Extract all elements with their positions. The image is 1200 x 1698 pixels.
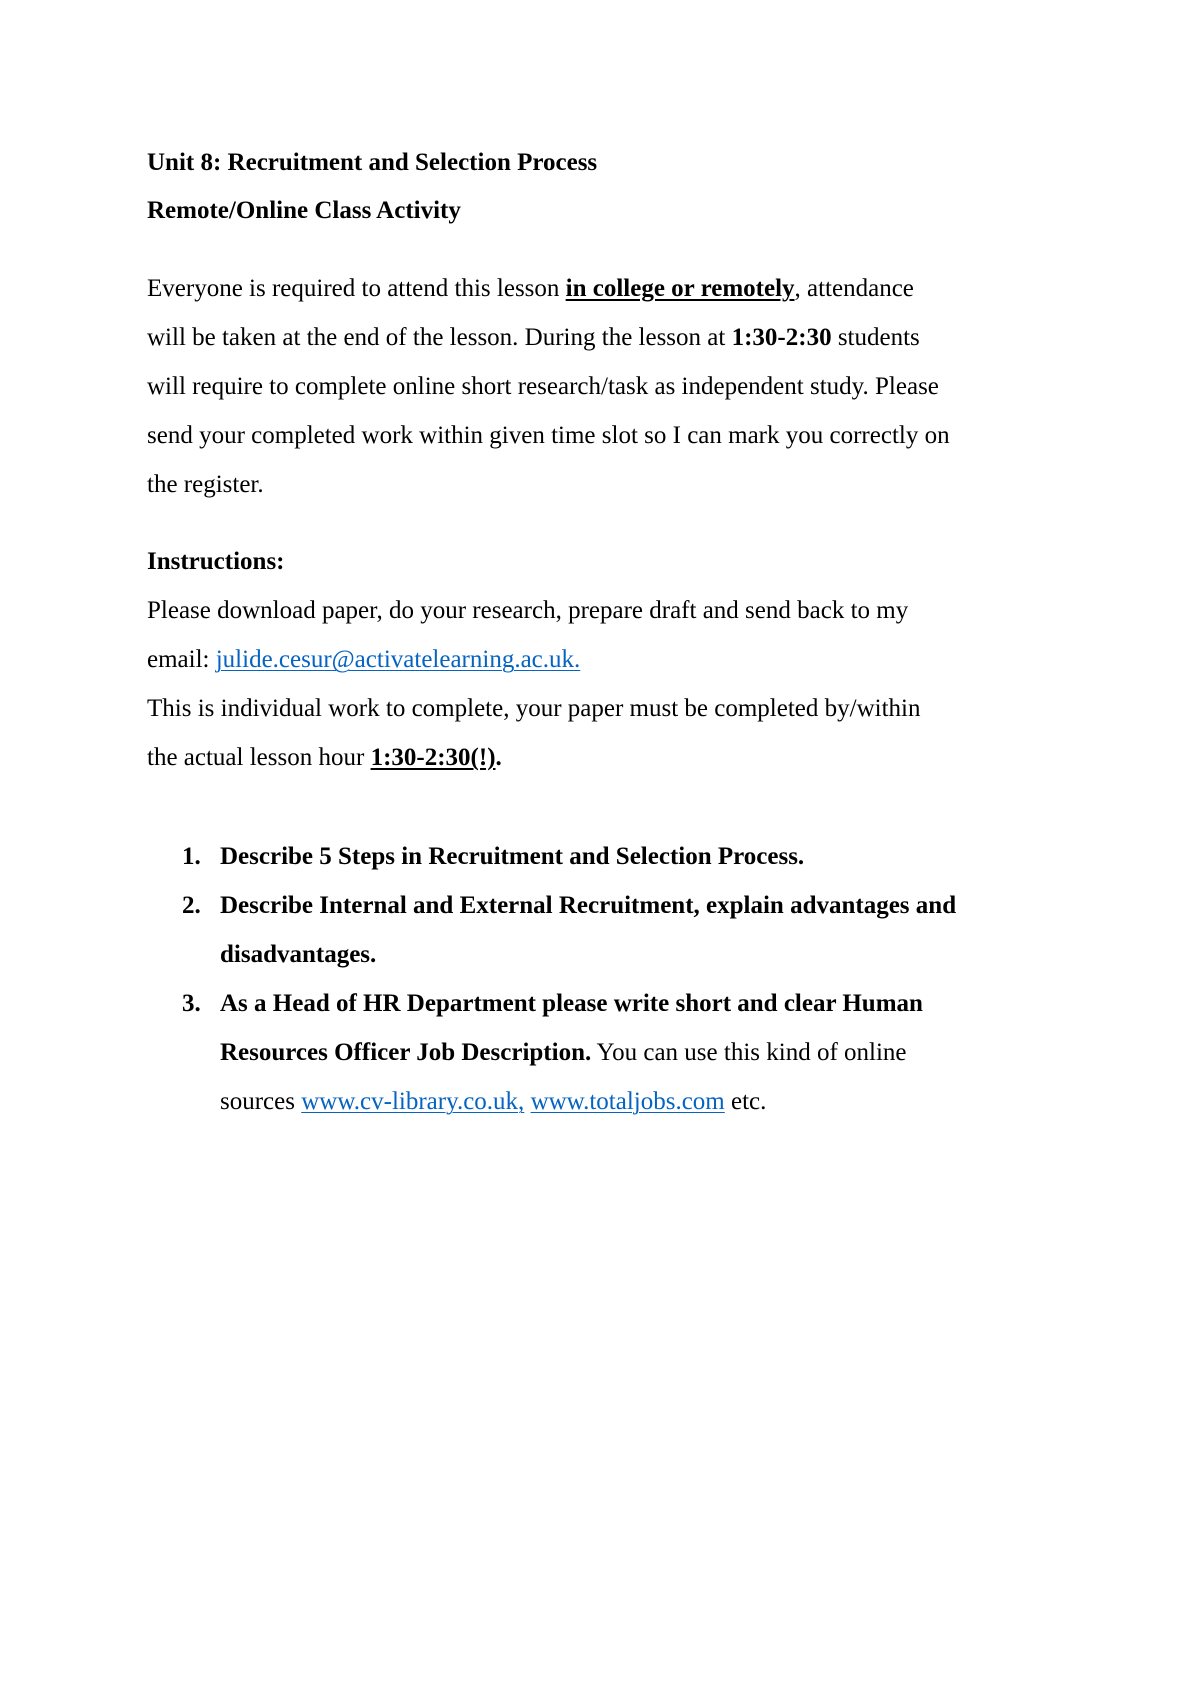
list-item-text: You can use this kind of online [591, 1039, 907, 1066]
intro-line-1 [147, 274, 914, 304]
instructions-heading: Instructions: [147, 548, 285, 575]
intro-line-3: will require to complete online short research/task as independent study. Please [147, 373, 939, 400]
intro-text: will be taken at the end of the lesson. During the lesson at [147, 324, 732, 351]
intro-text: , attendance [794, 275, 914, 302]
list-item-text: Describe Internal and External Recruitment, explain advantages and [220, 892, 957, 919]
lesson-time-emphasis: 1:30-2:30 [731, 324, 832, 351]
deadline-emphasis: 1:30-2:30(!) [370, 744, 496, 771]
intro-line-5: the register. [147, 471, 264, 498]
instructions-text: email: [147, 646, 216, 673]
list-item-text [220, 1087, 766, 1117]
instructions-text: . [495, 744, 502, 771]
list-item-text: etc. [724, 1088, 767, 1115]
attendance-mode-emphasis: in college or remotely [565, 275, 795, 302]
list-item-number: 3. [182, 990, 201, 1017]
list-item-text: As a Head of HR Department please write short and clear Human [220, 990, 923, 1017]
intro-line-2 [147, 323, 920, 353]
list-item-text: sources [220, 1088, 302, 1115]
intro-text: students [831, 324, 920, 351]
instructions-line-2 [147, 645, 580, 675]
instructions-text: the actual lesson hour [147, 744, 371, 771]
list-item-text: Describe 5 Steps in Recruitment and Selection Process. [220, 843, 805, 870]
job-description-emphasis: Resources Officer Job Description. [220, 1039, 592, 1066]
intro-line-4: send your completed work within given time slot so I can mark you correctly on [147, 422, 950, 449]
page-title: Unit 8: Recruitment and Selection Process [147, 149, 598, 176]
list-item-number: 1. [182, 843, 201, 870]
list-item-text: disadvantages. [220, 941, 377, 968]
instructions-line-3: This is individual work to complete, your paper must be completed by/within [147, 695, 921, 722]
intro-text: Everyone is required to attend this lesson [147, 275, 566, 302]
list-item-number: 2. [182, 892, 201, 919]
page-subtitle: Remote/Online Class Activity [147, 197, 461, 224]
totaljobs-link[interactable]: www.totaljobs.com [530, 1088, 725, 1115]
list-item-text [220, 1038, 907, 1068]
instructions-line-1: Please download paper, do your research, prepare draft and send back to my [147, 597, 909, 624]
cv-library-link[interactable]: www.cv-library.co.uk, [301, 1088, 525, 1115]
instructions-line-4 [147, 743, 502, 773]
email-link[interactable]: julide.cesur@activatelearning.ac.uk. [215, 646, 581, 673]
